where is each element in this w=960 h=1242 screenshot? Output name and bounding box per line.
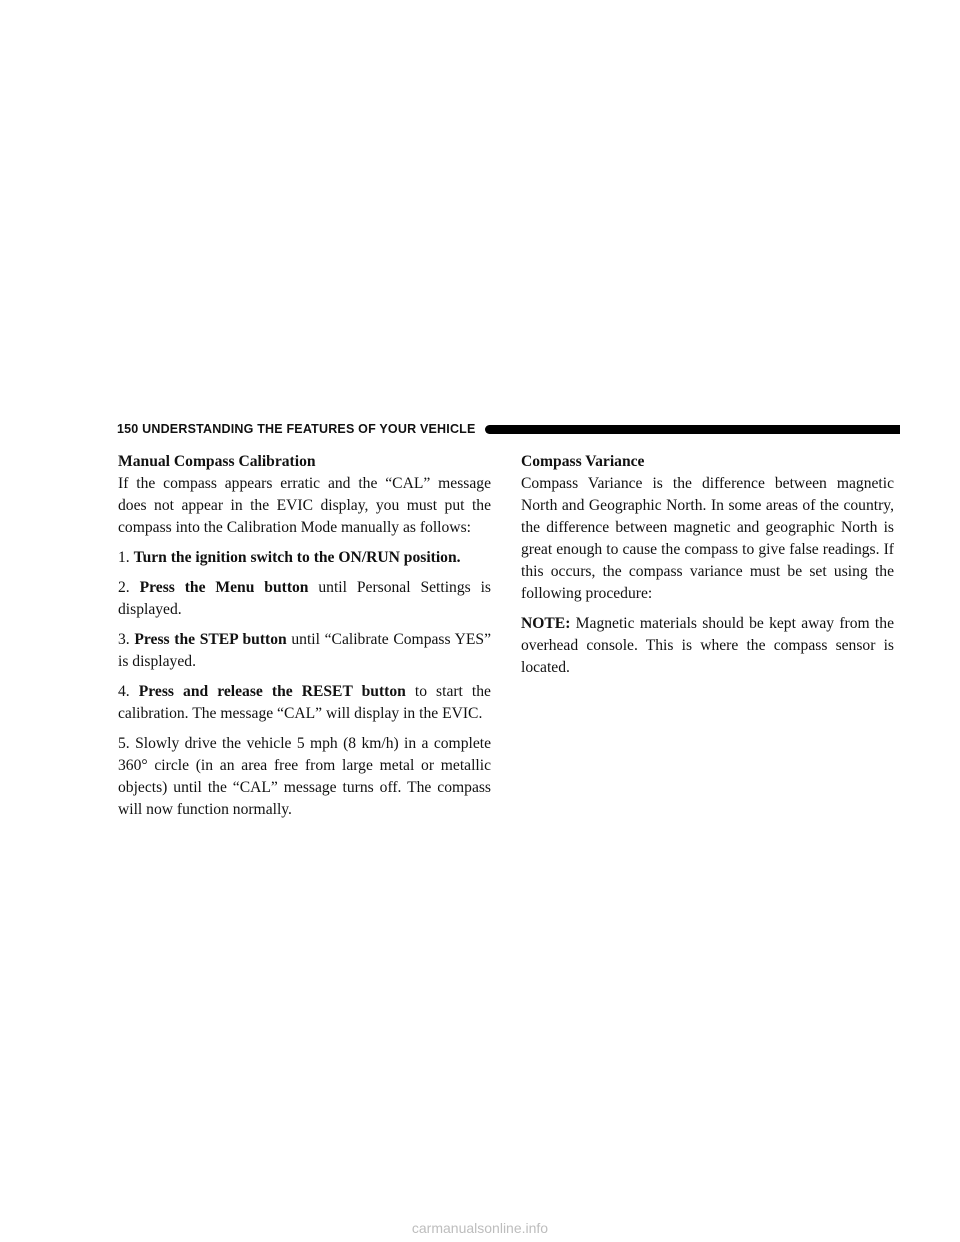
- right-column: [521, 451, 894, 687]
- step-number: 1.: [118, 549, 130, 566]
- variance-paragraph: Compass Variance is the difference between magnetic North and Geographic North. In some areas of the country, the difference between magnetic and geographic North is great enough to cause the compass to give false readings. If this occurs, the compass variance must be set using the following procedure:: [521, 475, 894, 602]
- section-heading-manual-compass-calibration: Manual Compass Calibration: [118, 453, 316, 470]
- step-2: [118, 577, 491, 621]
- step-text: Slowly drive the vehicle 5 mph (8 km/h) in a complete 360° circle (in an area free from large metal or metallic objects) until the “CAL” message turns off. The compass will now function normally.: [118, 735, 491, 818]
- section-heading-compass-variance: Compass Variance: [521, 453, 645, 470]
- step-3: [118, 629, 491, 673]
- step-bold-text: Press the STEP button: [134, 631, 287, 648]
- step-bold-text: Turn the ignition switch to the ON/RUN position.: [133, 549, 461, 566]
- note-text: Magnetic materials should be kept away from the overhead console. This is where the compass sensor is located.: [521, 615, 894, 676]
- step-text: to start the calibration. The message “CAL” will display in the EVIC.: [118, 683, 491, 722]
- watermark: carmanualsonline.info: [411, 1220, 549, 1236]
- step-bold-text: Press and release the RESET button: [138, 683, 406, 700]
- step-text: until Personal Settings is displayed.: [118, 579, 492, 618]
- left-column: [118, 451, 491, 829]
- step-number: 5.: [118, 735, 130, 752]
- note-label: NOTE:: [521, 615, 571, 632]
- step-number: 3.: [118, 631, 130, 648]
- page-number-and-section-title: 150 UNDERSTANDING THE FEATURES OF YOUR VEHICLE: [117, 422, 476, 436]
- step-text: until “Calibrate Compass YES” is displayed.: [118, 631, 492, 670]
- step-4: [118, 681, 491, 725]
- step-5: [118, 733, 491, 821]
- step-number: 4.: [118, 683, 130, 700]
- step-number: 2.: [118, 579, 130, 596]
- header-rule-bar: [485, 425, 900, 434]
- step-1: [118, 547, 491, 569]
- page-header: [117, 421, 900, 437]
- note-paragraph: [521, 613, 894, 679]
- step-bold-text: Press the Menu button: [139, 579, 309, 596]
- intro-paragraph: If the compass appears erratic and the “CAL” message does not appear in the EVIC display, you must put the compass into the Calibration Mode manually as follows:: [118, 475, 491, 536]
